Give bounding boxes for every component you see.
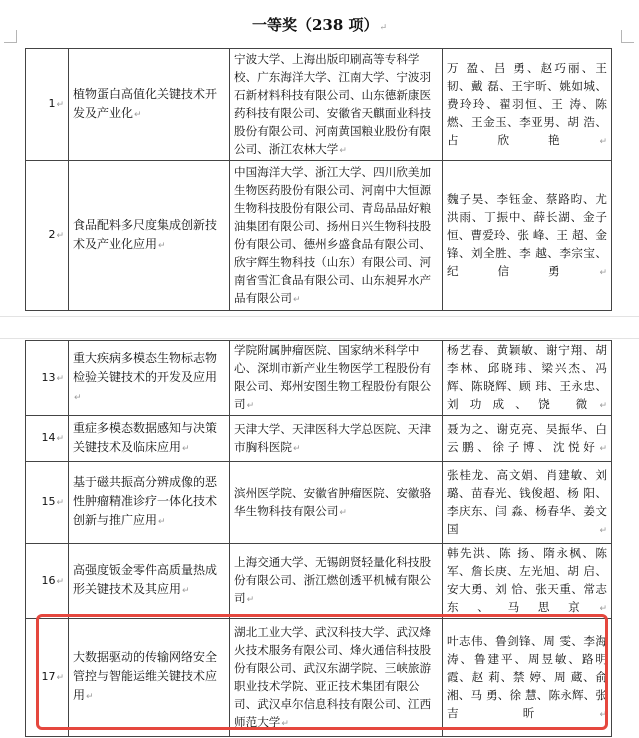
table-row (26, 462, 612, 544)
completing-units: 宁波大学、上海出版印刷高等专科学校、广东海洋大学、江南大学、宁波羽石新材料科技有限公司、山东德新康医药科技有限公司、安徽省天麒面业科技股份有限公司、河南黄国粮业股份有限公司、浙江农林大学↵ (230, 49, 443, 161)
project-name: 植物蛋白高值化关键技术开发及产业化↵ (69, 49, 230, 161)
project-name: 高强度钣金零件高质量热成形关键技术及其应用↵ (69, 544, 230, 619)
project-name: 基于磁共振高分辨成像的恶性肿瘤精准诊疗一体化技术创新与推广应用↵ (69, 462, 230, 544)
project-name: 食品配料多尺度集成创新技术及产业化应用↵ (69, 161, 230, 311)
completing-people: 魏子昊、李钰金、蔡路昀、尤洪雨、丁振中、薛长湖、金子恒、曹爱玲、张 峰、王 超、金 锋、刘全胜、李 越、李宗宝、纪信勇↵ (443, 161, 612, 311)
table-row (26, 49, 612, 161)
completing-units: 滨州医学院、安徽省肿瘤医院、安徽骆华生物科技有限公司↵ (230, 462, 443, 544)
table-row (26, 416, 612, 462)
paragraph-mark-icon: ↵ (379, 23, 388, 33)
completing-people: 张桂龙、高文娟、肖建敏、刘 璐、苗春光、钱俊超、杨 阳、李庆东、闫 淼、杨春华、姜文国↵ (443, 462, 612, 544)
completing-people: 杨艺春、黄颖敏、谢宁翔、胡李林、邱晓玮、梁兴杰、冯 辉、陈晓辉、顾 玮、王永忠、刘功成、饶 微↵ (443, 341, 612, 416)
page-break-line-top (0, 316, 639, 317)
award-table-top (25, 48, 612, 311)
award-title-text: 一等奖（238 项） (251, 16, 379, 34)
page-break-gap (0, 316, 639, 340)
completing-units: 中国海洋大学、浙江大学、四川欣美加生物医药股份有限公司、河南中大恒源生物科技股份有限公司、青岛品品好粮油集团有限公司、扬州日兴生物科技股份有限公司、德州乡盛食品有限公司、欣宇辉生物科技（山东）有限公司、河南省雪汇食品有限公司、山东昶昇水产品有限公司↵ (230, 161, 443, 311)
project-name: 重症多模态数据感知与决策关键技术及临床应用↵ (69, 416, 230, 462)
row-number: 16↵ (26, 544, 69, 619)
table-row (26, 544, 612, 619)
completing-people: 聂为之、谢克亮、吴振华、白云鹏、徐子博、沈悦好↵ (443, 416, 612, 462)
completing-people: 万 盈、吕 勇、赵巧丽、王 韧、戴 磊、王宇昕、姚如城、费玲玲、翟羽恒、王 涛、陈 燃、王金玉、李亚男、胡 浩、占欣艳↵ (443, 49, 612, 161)
table-row (26, 161, 612, 311)
row-number: 13↵ (26, 341, 69, 416)
crop-mark-right-icon (621, 30, 634, 43)
table-row (26, 341, 612, 416)
row-number: 14↵ (26, 416, 69, 462)
project-name: 重大疾病多模态生物标志物检验关键技术的开发及应用↵ (69, 341, 230, 416)
completing-people: 叶志伟、鲁剑锋、周 雯、李海涛、鲁建平、周昱敏、路明霞、赵 莉、禁 婷、周 蔵、俞 湘、马 勇、徐 慧、陈永辉、张吉昕↵ (443, 619, 612, 737)
crop-mark-left-icon (4, 30, 17, 43)
completing-units: 湖北工业大学、武汉科技大学、武汉烽火技术服务有限公司、烽火通信科技股份有限公司、武汉东湖学院、三峡旅游职业技术学院、亚正技术集团有限公司、武汉卓尔信息科技有限公司、江西师范大学↵ (230, 619, 443, 737)
highlight-box (36, 614, 608, 730)
completing-people: 韩先洪、陈 扬、隋永枫、陈 军、詹长庚、左光旭、胡 启、安大勇、刘 恰、张天重、常志东、马思京↵ (443, 544, 612, 619)
completing-units: 学院附属肿瘤医院、国家纳米科学中心、深圳市新产业生物医学工程股份有限公司、郑州安图生物工程股份有限公司↵ (230, 341, 443, 416)
row-number: 1↵ (26, 49, 69, 161)
row-number: 17↵ (26, 619, 69, 737)
completing-units: 上海交通大学、无锡朗贤轻量化科技股份有限公司、浙江燃创透平机械有限公司↵ (230, 544, 443, 619)
page-break-line-bottom (0, 338, 639, 339)
project-name: 大数据驱动的传输网络安全管控与智能运维关键技术应用↵ (69, 619, 230, 737)
award-title (0, 14, 639, 35)
row-number: 2↵ (26, 161, 69, 311)
completing-units: 天津大学、天津医科大学总医院、天津市胸科医院↵ (230, 416, 443, 462)
row-number: 15↵ (26, 462, 69, 544)
